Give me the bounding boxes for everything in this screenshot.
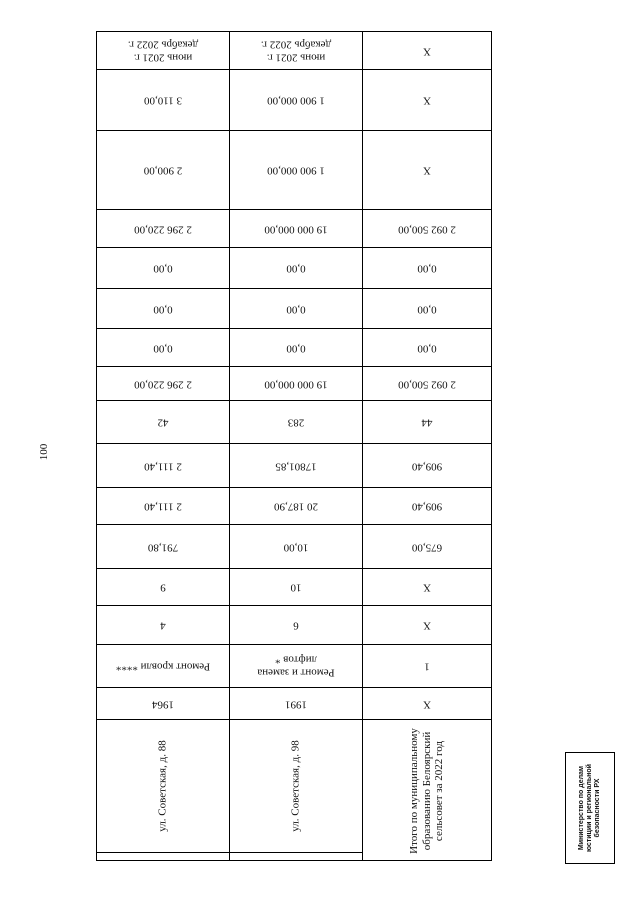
cell-value: 17801,85 (275, 459, 317, 472)
cell-value: 909,40 (411, 500, 443, 513)
table-row-13 (97, 32, 230, 860)
ministry-stamp (565, 752, 615, 864)
cell-value: 10,00 (283, 540, 309, 553)
cell-value: 0,00 (417, 341, 437, 354)
cell-value: 0,00 (286, 302, 306, 315)
cell-value: 0,00 (417, 262, 437, 275)
cell-value: 1 900 000,00 (267, 164, 325, 177)
cell-year: 1964 (152, 697, 174, 710)
cell-value: 2 296 220,00 (134, 377, 192, 390)
cell-work-type: Ремонт кровли **** (115, 660, 211, 673)
page-number: 100 (38, 443, 50, 461)
cell-value: 2 900,00 (143, 164, 183, 177)
cell-work-type: Ремонт и замена лифтов * (257, 654, 335, 679)
cell-value: 42 (157, 416, 169, 429)
cell-period: июнь 2021 г. декабрь 2022 г. (127, 38, 199, 64)
cell-work-count: 1 (424, 660, 430, 673)
cell-value: 1 900 000,00 (267, 94, 325, 107)
cell-x-mark: X (423, 164, 431, 177)
cell-value: 0,00 (153, 302, 173, 315)
cell-value: 0,00 (286, 341, 306, 354)
data-table (96, 31, 492, 861)
cell-value: 675,00 (411, 540, 443, 553)
cell-value: 0,00 (417, 302, 437, 315)
cell-x-mark: X (423, 697, 431, 710)
cell-value: 0,00 (286, 262, 306, 275)
cell-value: 283 (287, 416, 305, 429)
cell-value: 2 111,40 (144, 459, 182, 472)
cell-address: ул. Советская, д. 88 (156, 740, 169, 832)
cell-value: 2 111,40 (144, 500, 182, 513)
cell-value: 791,80 (147, 540, 179, 553)
cell-value: 0,00 (153, 262, 173, 275)
cell-value: 19 000 000,00 (264, 377, 328, 390)
cell-value: 10 (290, 581, 302, 594)
cell-value: 3 110,00 (143, 94, 183, 107)
cell-value: 2 092 500,00 (398, 222, 456, 235)
table-row-14 (230, 32, 363, 860)
cell-value: 44 (421, 416, 433, 429)
cell-x-mark: X (423, 44, 431, 57)
cell-value: 20 187,90 (274, 500, 318, 513)
cell-value: 2 092 500,00 (398, 377, 456, 390)
cell-x-mark: X (423, 581, 431, 594)
cell-value: 9 (160, 581, 166, 594)
cell-value: 6 (293, 619, 299, 632)
cell-x-mark: X (423, 94, 431, 107)
table-row-total (363, 32, 491, 860)
cell-address: ул. Советская, д. 98 (289, 740, 302, 832)
cell-value: 909,40 (411, 459, 443, 472)
cell-value: 4 (160, 619, 166, 632)
cell-period: июнь 2021 г. декабрь 2022 г. (260, 38, 332, 64)
cell-total-label: Итого по муниципальному образованию Белоярский сельсовет за 2022 год (408, 728, 446, 854)
cell-x-mark: X (423, 619, 431, 632)
cell-value: 0,00 (153, 341, 173, 354)
cell-year: 1991 (285, 697, 307, 710)
cell-value: 19 000 000,00 (264, 222, 328, 235)
cell-value: 2 296 220,00 (134, 222, 192, 235)
stamp-text: Министерство по делам юстиции и региональной безопасности РХ (577, 764, 602, 852)
